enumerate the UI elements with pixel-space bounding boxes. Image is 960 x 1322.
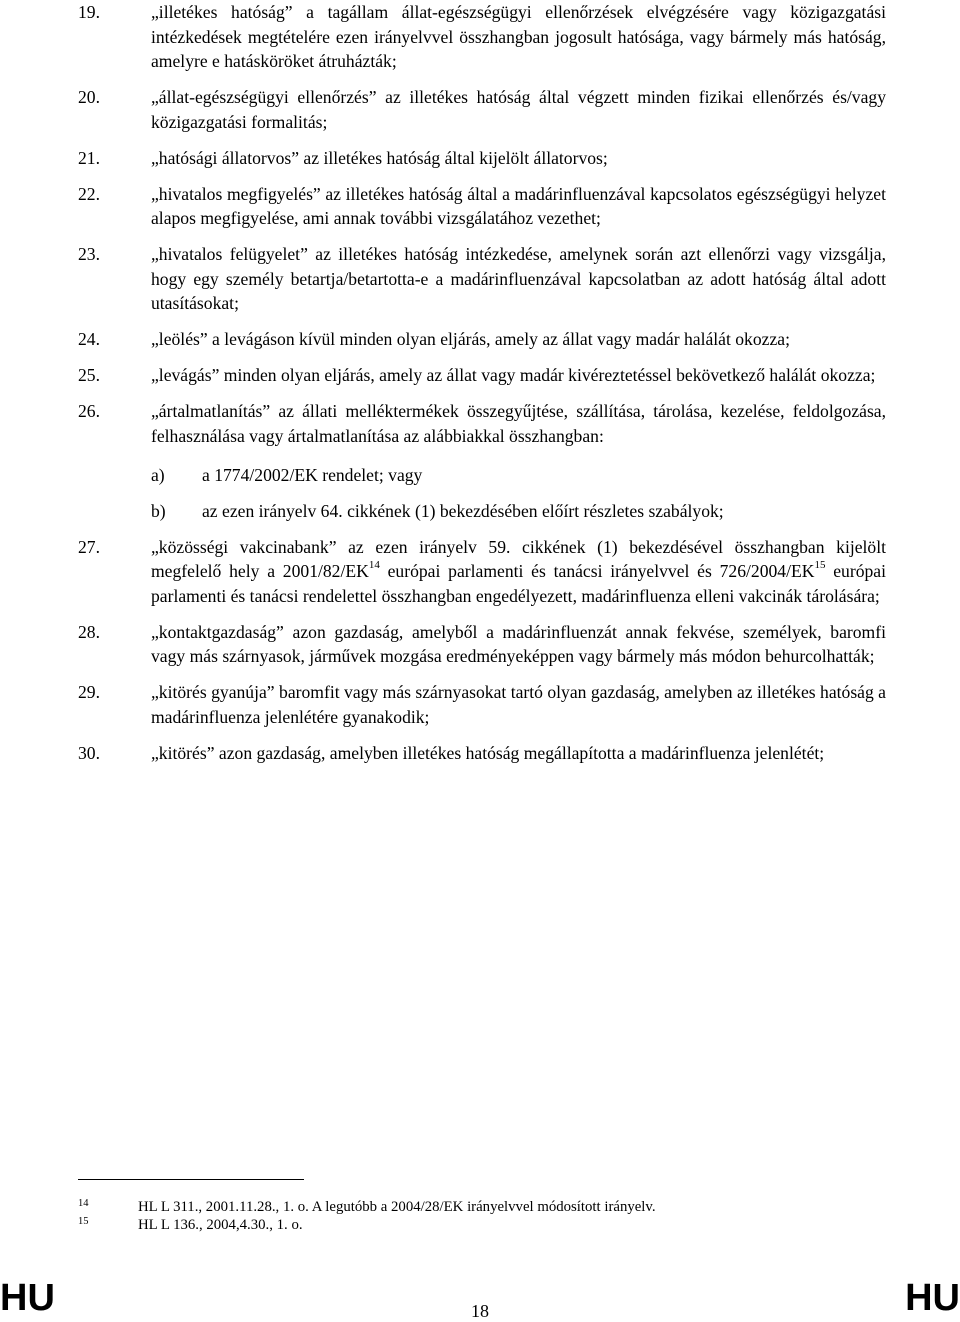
definition-item xyxy=(78,242,886,316)
definition-text: „állat-egészségügyi ellenőrzés” az illetékes hatóság által végzett minden fizikai ellenőrzés és/vagy közigazgatási formalitás; xyxy=(151,87,886,132)
definition-number: 28. xyxy=(78,621,100,642)
definition-body xyxy=(151,399,886,523)
definition-number: 20. xyxy=(78,87,100,107)
definition-text: „illetékes hatóság” a tagállam állat-egészségügyi ellenőrzések elvégzésére vagy közigazgatási intézkedések megtételére ezen irányelvvel összhangban jogosult hatósága, vagy bármely más hatóság, amelyre e hatásköröket átruházták; xyxy=(151,2,886,71)
definition-item xyxy=(78,0,886,74)
definition-text: „kitörés” azon gazdaság, amelyben illetékes hatóság megállapította a madárinfluenza jelenlétét; xyxy=(151,742,825,763)
footnote-number: 15 xyxy=(78,1216,89,1227)
definition-text: „hivatalos felügyelet” az illetékes hatóság intézkedése, amelynek során azt ellenőrzi vagy vizsgálja, hogy egy személy betartja/betartotta-e a madárinfluenzával kapcsolatban az adott hatóság által adott utasításokat; xyxy=(151,244,886,313)
footnote-text: HL L 311., 2001.11.28., 1. o. A legutóbb a 2004/28/EK irányelvvel módosított irányelv. xyxy=(138,1199,656,1215)
definition-item xyxy=(78,399,886,523)
sub-list xyxy=(151,463,886,523)
definition-text-part: európai parlamenti és tanácsi irányelvvel és 726/2004/EK xyxy=(379,561,815,581)
definition-item xyxy=(78,146,886,171)
definitions-list xyxy=(78,0,886,777)
language-code-right: HU xyxy=(905,1277,960,1319)
footnote-divider xyxy=(78,1179,304,1180)
definition-number: 29. xyxy=(78,682,100,702)
definition-item xyxy=(78,327,886,352)
sub-item-text: a 1774/2002/EK rendelet; vagy xyxy=(202,465,423,485)
definition-item xyxy=(78,85,886,134)
definition-number: 22. xyxy=(78,183,100,204)
definition-text: „levágás” minden olyan eljárás, amely az állat vagy madár kivéreztetéssel bekövetkező halálát okozza; xyxy=(151,365,876,385)
definition-number: 26. xyxy=(78,401,100,421)
footnote xyxy=(78,1215,878,1236)
footnote-text: HL L 136., 2004,4.30., 1. o. xyxy=(138,1217,303,1233)
definition-text-part: európai parlamenti és tanácsi rendelettel összhangban engedélyezett, madárinfluenza elleni vakcinák tárolására; xyxy=(151,561,886,606)
definition-item xyxy=(78,182,886,231)
footnote-number: 14 xyxy=(78,1198,89,1209)
definition-number: 25. xyxy=(78,365,100,385)
definition-text: „hivatalos megfigyelés” az illetékes hatóság által a madárinfluenzával kapcsolatos egészségügyi helyzet alapos megfigyelése, ami annak további vizsgálatához vezethet; xyxy=(151,183,886,228)
definition-item xyxy=(78,680,886,729)
definition-text: „leölés” a levágáson kívül minden olyan eljárás, amely az állat vagy madár halálát okozza; xyxy=(151,329,790,349)
definition-number: 19. xyxy=(78,2,100,22)
definition-text xyxy=(151,535,886,609)
definition-number: 27. xyxy=(78,536,100,557)
sub-item-text: az ezen irányelv 64. cikkének (1) bekezdésében előírt részletes szabályok; xyxy=(202,500,724,521)
definition-number: 23. xyxy=(78,244,100,264)
language-code-left: HU xyxy=(0,1277,55,1319)
definition-text: „kontaktgazdaság” azon gazdaság, amelyből a madárinfluenzát annak fekvése, személyek, baromfi vagy más szárnyasok, járművek mozgása eredményeképpen vagy bármely más módon behurcolhatták; xyxy=(151,621,886,666)
footnote-reference[interactable]: 15 xyxy=(814,559,826,572)
sub-item-letter: b) xyxy=(151,500,166,521)
definition-number: 21. xyxy=(78,147,100,168)
footnotes xyxy=(78,1197,878,1236)
definition-text-part: „közösségi vakcinabank” az ezen irányelv 59. cikkének (1) bekezdésével összhangban kijelölt megfelelő hely a 2001/82/EK xyxy=(151,536,886,581)
definition-item xyxy=(78,741,886,766)
sub-item xyxy=(151,499,886,524)
definition-number: 24. xyxy=(78,329,100,349)
definition-item xyxy=(78,363,886,388)
sub-item-letter: a) xyxy=(151,465,165,485)
definition-item xyxy=(78,535,886,609)
sub-item xyxy=(151,463,886,488)
definition-text: „ártalmatlanítás” az állati melléktermékek összegyűjtése, szállítása, tárolása, kezelése, feldolgozása, felhasználása vagy ártalmatlanítása az alábbiakkal összhangban: xyxy=(151,401,886,446)
definition-number: 30. xyxy=(78,742,100,763)
page-number: 18 xyxy=(471,1301,489,1321)
definition-text: „kitörés gyanúja” baromfit vagy más szárnyasokat tartó olyan gazdaság, amelyben az illetékes hatóság a madárinfluenza jelenlétére gyanakodik; xyxy=(151,682,886,727)
definition-text: „hatósági állatorvos” az illetékes hatóság által kijelölt állatorvos; xyxy=(151,147,608,168)
definition-item xyxy=(78,620,886,669)
footnote-reference[interactable]: 14 xyxy=(368,559,380,572)
